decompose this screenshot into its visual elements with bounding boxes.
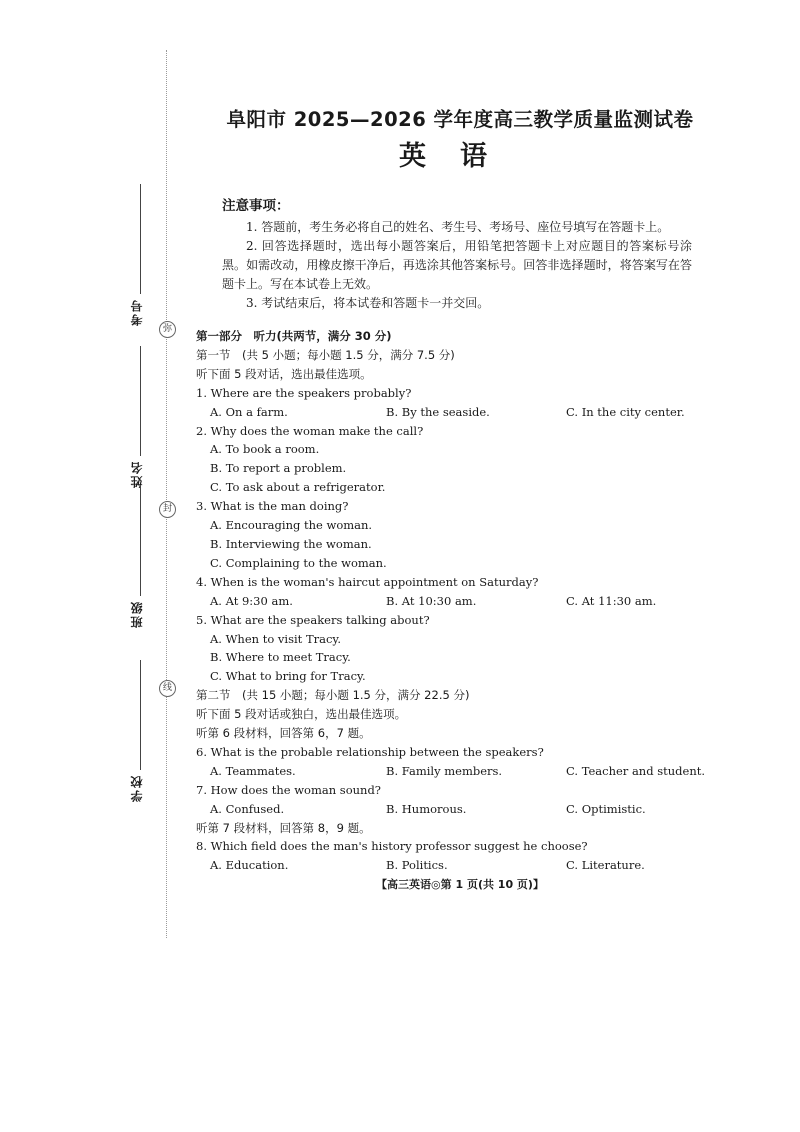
option-b: B. At 10:30 am. bbox=[386, 593, 477, 608]
option-b: B. Humorous. bbox=[386, 801, 467, 816]
question-stem: 6. What is the probable relationship between the speakers? bbox=[196, 744, 544, 759]
option-a: A. To book a room. bbox=[210, 442, 320, 457]
name-label: 姓名 bbox=[130, 460, 144, 488]
option-b: B. Politics. bbox=[386, 858, 448, 873]
seal-mark-feng: 封 bbox=[159, 501, 176, 518]
option-c: C. What to bring for Tracy. bbox=[210, 669, 366, 684]
name-underline bbox=[140, 346, 141, 456]
notice-item: 1. 答题前，考生务必将自己的姓名、考生号、考场号、座位号填写在答题卡上。 bbox=[246, 220, 670, 234]
material-7-note: 听第 7 段材料，回答第 8，9 题。 bbox=[196, 820, 371, 835]
seal-mark-mi: 弥 bbox=[159, 321, 176, 338]
section1-instruction: 听下面 5 段对话，选出最佳选项。 bbox=[196, 366, 372, 381]
question-stem: 7. How does the woman sound? bbox=[196, 782, 381, 797]
question-stem: 5. What are the speakers talking about? bbox=[196, 612, 430, 627]
option-a: A. On a farm. bbox=[210, 404, 288, 419]
option-b: B. Interviewing the woman. bbox=[210, 536, 372, 551]
class-underline bbox=[140, 486, 141, 596]
exam-number-underline bbox=[140, 184, 141, 294]
exam-number-label: 考号 bbox=[130, 298, 144, 326]
option-row bbox=[196, 403, 706, 422]
exam-number-field[interactable] bbox=[118, 184, 158, 334]
seal-mark-xian: 线 bbox=[159, 680, 176, 697]
option-row bbox=[196, 856, 706, 875]
question-stem: 8. Which field does the man's history professor suggest he choose? bbox=[196, 839, 588, 854]
exam-title: 阜阳市 2025—2026 学年度高三教学质量监测试卷 bbox=[226, 108, 694, 131]
option-a: A. Teammates. bbox=[210, 763, 296, 778]
section2-heading: 第二节 (共 15 小题；每小题 1.5 分，满分 22.5 分) bbox=[196, 688, 470, 703]
name-field[interactable] bbox=[118, 346, 158, 496]
class-field[interactable] bbox=[118, 486, 158, 636]
option-c: C. In the city center. bbox=[566, 404, 685, 419]
page-footer: 【高三英语◎第 1 页(共 10 页)】 bbox=[376, 878, 544, 891]
option-b: B. To report a problem. bbox=[210, 461, 347, 476]
option-row bbox=[196, 800, 706, 819]
notice-heading: 注意事项： bbox=[222, 198, 290, 214]
option-c: C. Complaining to the woman. bbox=[210, 555, 387, 570]
notice-item: 2. 回答选择题时，选出每小题答案后，用铅笔把答题卡上对应题目的答案标号涂黑。如需改动，用橡皮擦干净后，再选涂其他答案标号。回答非选择题时，将答案写在答题卡上。写在本试卷上无效。 bbox=[222, 239, 692, 291]
binding-line bbox=[166, 50, 167, 938]
part1-heading: 第一部分 听力(共两节，满分 30 分) bbox=[196, 329, 392, 343]
option-a: A. At 9:30 am. bbox=[210, 593, 293, 608]
option-c: C. At 11:30 am. bbox=[566, 593, 657, 608]
option-row bbox=[196, 762, 706, 781]
section2-instruction: 听下面 5 段对话或独白，选出最佳选项。 bbox=[196, 707, 407, 722]
option-a: A. Encouraging the woman. bbox=[210, 518, 373, 533]
question-stem: 2. Why does the woman make the call? bbox=[196, 423, 424, 438]
material-6-note: 听第 6 段材料，回答第 6，7 题。 bbox=[196, 726, 371, 741]
option-b: B. Where to meet Tracy. bbox=[210, 650, 351, 665]
option-c: C. To ask about a refrigerator. bbox=[210, 480, 386, 495]
question-stem: 1. Where are the speakers probably? bbox=[196, 385, 412, 400]
option-c: C. Optimistic. bbox=[566, 801, 646, 816]
option-row bbox=[196, 592, 706, 611]
option-b: B. By the seaside. bbox=[386, 404, 490, 419]
option-c: C. Literature. bbox=[566, 858, 645, 873]
option-a: A. Confused. bbox=[210, 801, 285, 816]
option-a: A. When to visit Tracy. bbox=[210, 631, 342, 646]
school-underline bbox=[140, 660, 141, 770]
school-field[interactable] bbox=[118, 660, 158, 810]
option-c: C. Teacher and student. bbox=[566, 763, 706, 778]
question-stem: 4. When is the woman's haircut appointment on Saturday? bbox=[196, 574, 539, 589]
school-label: 学校 bbox=[130, 774, 144, 802]
subject-title: 英语 bbox=[399, 141, 521, 172]
section1-heading: 第一节 (共 5 小题；每小题 1.5 分，满分 7.5 分) bbox=[196, 347, 455, 362]
option-a: A. Education. bbox=[210, 858, 289, 873]
question-area bbox=[196, 327, 706, 875]
notice-block bbox=[222, 194, 692, 313]
class-label: 班级 bbox=[130, 600, 144, 628]
question-stem: 3. What is the man doing? bbox=[196, 499, 349, 514]
notice-item: 3. 考试结束后，将本试卷和答题卡一并交回。 bbox=[246, 296, 490, 310]
option-b: B. Family members. bbox=[386, 763, 503, 778]
